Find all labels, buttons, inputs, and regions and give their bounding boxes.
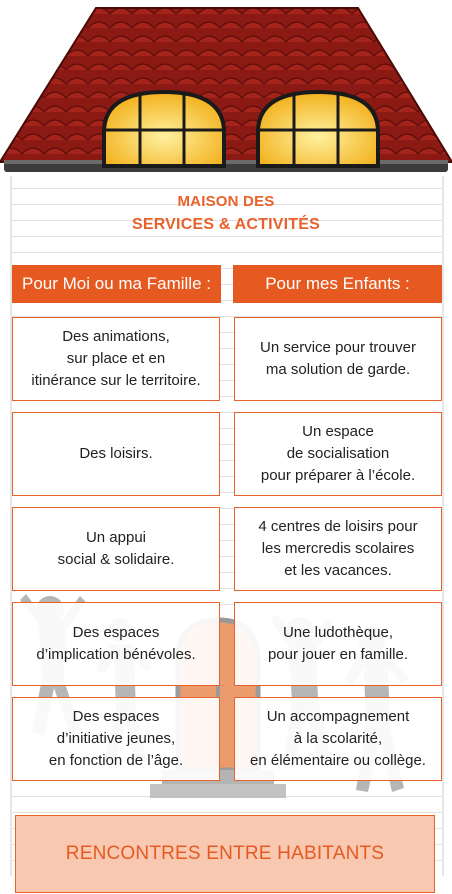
window-icon — [104, 92, 224, 166]
service-card-ludotheque: Une ludothèque, pour jouer en famille. — [234, 602, 442, 686]
page-title — [0, 193, 452, 236]
service-card-socialisation: Un espace de socialisation pour préparer à l’école. — [234, 412, 442, 496]
people-silhouette-icon — [0, 560, 452, 820]
service-card-centres-loisirs: 4 centres de loisirs pour les mercredis scolaires et les vacances. — [234, 507, 442, 591]
service-card-appui-social: Un appui social & solidaire. — [12, 507, 220, 591]
title-line-1: MAISON DES — [177, 193, 275, 210]
rencontres-habitants-banner: RENCONTRES ENTRE HABITANTS — [15, 815, 435, 893]
column-header-children: Pour mes Enfants : — [233, 265, 442, 303]
title-line-2: SERVICES & ACTIVITÉS — [131, 216, 321, 233]
service-card-scolarite: Un accompagnement à la scolarité, en élémentaire ou collège. — [234, 697, 442, 781]
service-card-garde: Un service pour trouver ma solution de garde. — [234, 317, 442, 401]
service-card-animations: Des animations, sur place et en itinérance sur le territoire. — [12, 317, 220, 401]
service-card-loisirs: Des loisirs. — [12, 412, 220, 496]
window-icon — [258, 92, 378, 166]
roof-illustration — [0, 0, 452, 185]
service-card-benevoles: Des espaces d’implication bénévoles. — [12, 602, 220, 686]
service-card-jeunes: Des espaces d’initiative jeunes, en fonction de l’âge. — [12, 697, 220, 781]
column-header-family: Pour Moi ou ma Famille : — [12, 265, 221, 303]
